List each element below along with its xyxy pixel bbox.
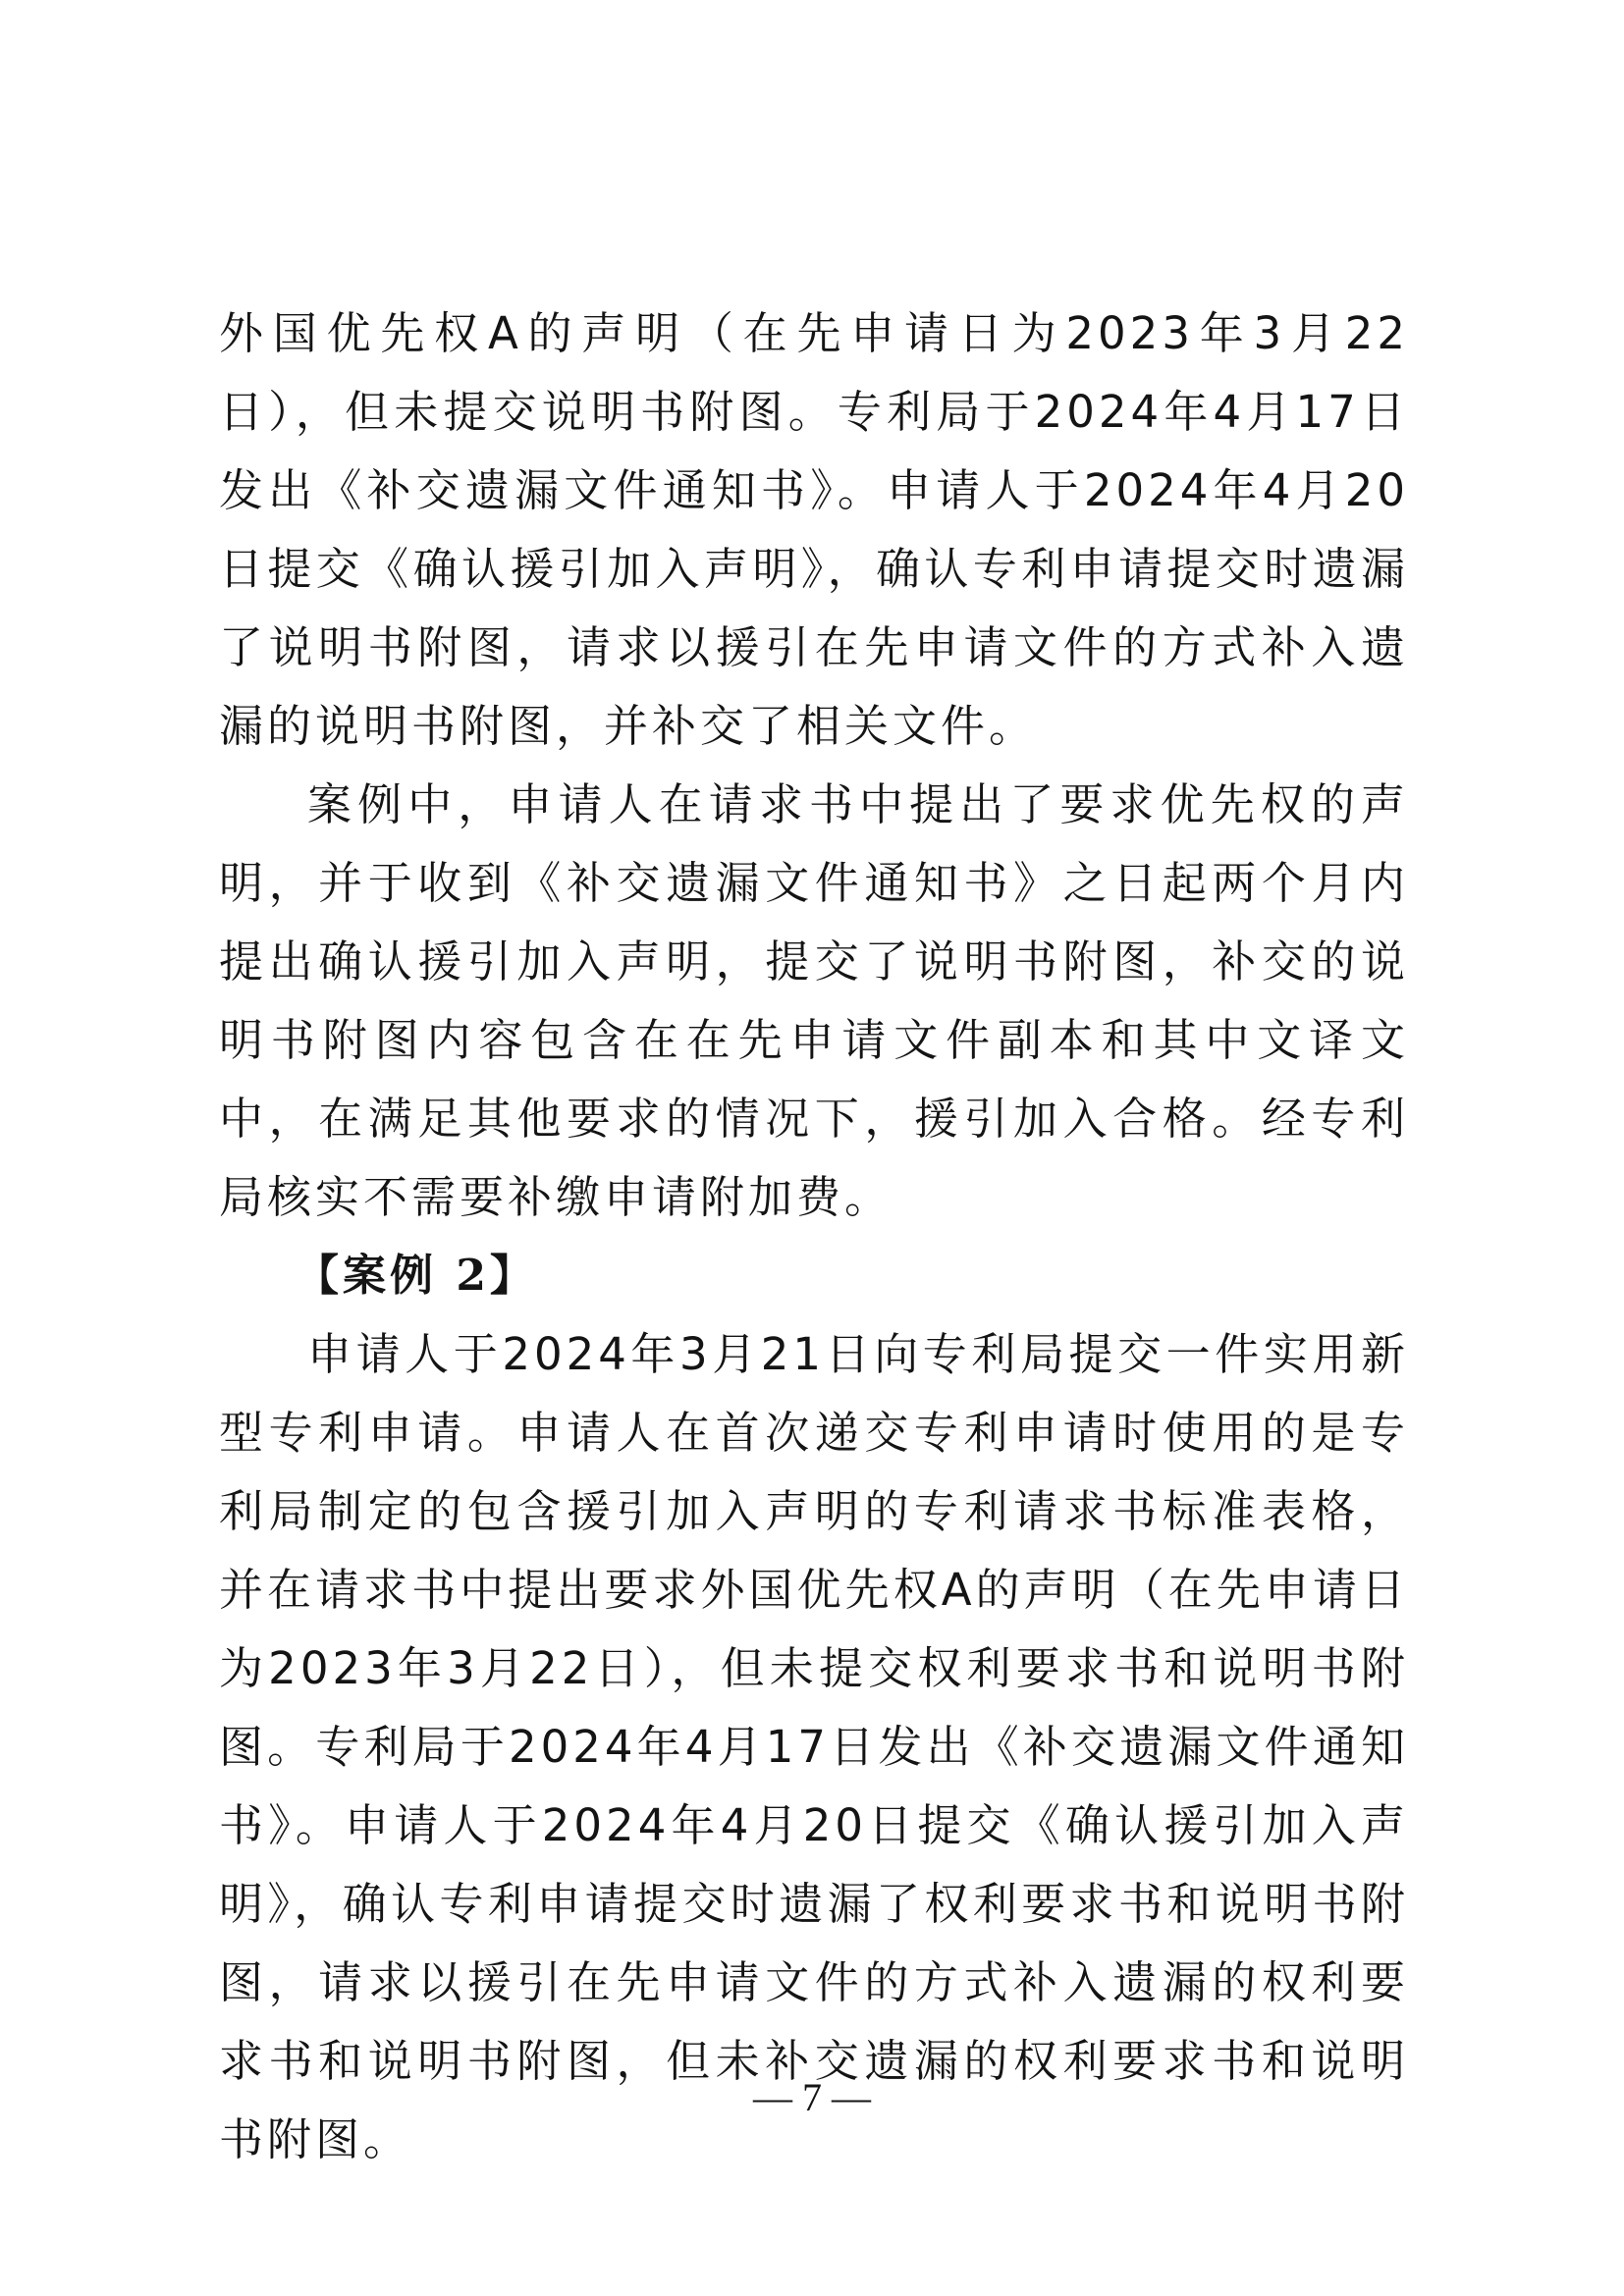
page-number: — 7 — (753, 2075, 871, 2119)
paragraph-continuation: 外国优先权A的声明（在先申请日为2023年3月22日），但未提交说明书附图。专利局于2024年4月17日发出《补交遗漏文件通知书》。申请人于2024年4月20日提交《确认援引加入声明》，确认专利申请提交时遗漏了说明书附图，请求以援引在先申请文件的方式补入遗漏的说明书附图，并补交了相关文件。 (219, 307, 1409, 752)
document-body (219, 294, 1409, 2179)
paragraph-case-2: 申请人于2024年3月21日向专利局提交一件实用新型专利申请。申请人在首次递交专利申请时使用的是专利局制定的包含援引加入声明的专利请求书标准表格，并在请求书中提出要求外国优先权A的声明（在先申请日为2023年3月22日），但未提交权利要求书和说明书附图。专利局于2024年4月17日发出《补交遗漏文件通知书》。申请人于2024年4月20日提交《确认援引加入声明》，确认专利申请提交时遗漏了权利要求书和说明书附图，请求以援引在先申请文件的方式补入遗漏的权利要求书和说明书附图，但未补交遗漏的权利要求书和说明书附图。 (219, 1328, 1409, 2165)
paragraph-case-analysis: 案例中，申请人在请求书中提出了要求优先权的声明，并于收到《补交遗漏文件通知书》之日起两个月内提出确认援引加入声明，提交了说明书附图，补交的说明书附图内容包含在在先申请文件副本和其中文译文中，在满足其他要求的情况下，援引加入合格。经专利局核实不需要补缴申请附加费。 (219, 778, 1409, 1223)
case-heading: 【案例 2】 (296, 1251, 537, 1301)
